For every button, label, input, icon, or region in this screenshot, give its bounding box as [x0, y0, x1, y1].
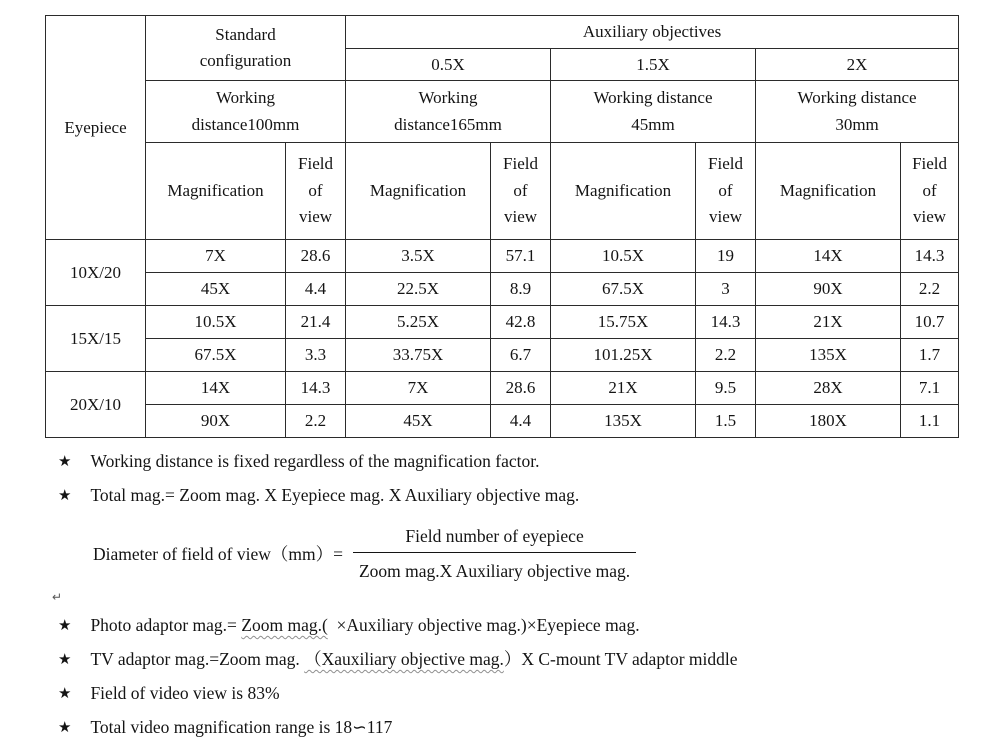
magnification-value-cell: 14X [756, 240, 901, 273]
fov-line: of [513, 180, 528, 200]
magnification-value-cell: 28X [756, 372, 901, 405]
note-item-video-range [58, 716, 1000, 741]
aux-05x-header-cell: 0.5X [346, 49, 551, 81]
magnification-table [45, 15, 959, 438]
magnification-value-cell: 101.25X [551, 339, 696, 372]
magnification-header-cell: Magnification [551, 143, 696, 240]
magnification-value-cell: 180X [756, 405, 901, 438]
fov-line: Field [912, 154, 948, 174]
field-of-view-value-cell: 2.2 [696, 339, 756, 372]
note-text: Working distance is fixed regardless of the magnification factor. [90, 451, 540, 471]
paragraph-mark: ↵ [52, 590, 63, 604]
fov-line: view [708, 207, 743, 227]
fov-line: of [718, 180, 733, 200]
working-distance-line: Working [215, 88, 276, 108]
field-of-view-value-cell: 1.1 [901, 405, 959, 438]
formula-label: Diameter of field of view（mm）= [93, 544, 343, 564]
note-text-segment: Photo adaptor mag.= [90, 615, 242, 635]
field-of-view-value-cell: 2.2 [286, 405, 346, 438]
magnification-value-cell: 45X [146, 273, 286, 306]
working-distance-line: Working distance [797, 88, 917, 108]
field-of-view-value-cell: 9.5 [696, 372, 756, 405]
table-row [46, 405, 959, 438]
working-distance-line: 45mm [631, 114, 675, 134]
note-item-working-distance [58, 450, 1000, 475]
magnification-value-cell: 7X [346, 372, 491, 405]
eyepiece-header-cell: Eyepiece [46, 16, 146, 240]
magnification-value-cell: 21X [756, 306, 901, 339]
field-of-view-value-cell: 14.3 [901, 240, 959, 273]
working-distance-15x-cell [551, 81, 756, 143]
eyepiece-value-cell: 10X/20 [46, 240, 146, 306]
magnification-value-cell: 21X [551, 372, 696, 405]
magnification-value-cell: 10.5X [551, 240, 696, 273]
fraction-numerator: Field number of eyepiece [405, 526, 584, 546]
working-distance-line: distance100mm [191, 114, 300, 134]
field-of-view-value-cell: 14.3 [286, 372, 346, 405]
fraction-denominator: Zoom mag.X Auxiliary objective mag. [358, 561, 631, 581]
field-of-view-value-cell: 28.6 [491, 372, 551, 405]
auxiliary-objectives-cell: Auxiliary objectives [346, 16, 959, 49]
field-of-view-header-cell [286, 143, 346, 240]
magnification-value-cell: 14X [146, 372, 286, 405]
star-icon: ★ [58, 454, 72, 470]
field-of-view-value-cell: 14.3 [696, 306, 756, 339]
field-of-view-value-cell: 1.7 [901, 339, 959, 372]
working-distance-line: distance165mm [394, 114, 502, 134]
field-of-view-header-cell [901, 143, 959, 240]
working-distance-line: Working [418, 88, 478, 108]
field-of-view-value-cell: 4.4 [286, 273, 346, 306]
note-item-total-mag [58, 484, 1000, 509]
magnification-value-cell: 22.5X [346, 273, 491, 306]
note-text: Total mag.= Zoom mag. X Eyepiece mag. X Auxiliary objective mag. [90, 485, 580, 505]
field-of-view-value-cell: 8.9 [491, 273, 551, 306]
field-of-view-value-cell: 4.4 [491, 405, 551, 438]
table-row [46, 306, 959, 339]
field-of-view-value-cell: 3.3 [286, 339, 346, 372]
table-row [46, 339, 959, 372]
magnification-value-cell: 3.5X [346, 240, 491, 273]
working-distance-standard-cell [146, 81, 346, 143]
standard-config-cell [146, 16, 346, 81]
field-of-view-value-cell: 21.4 [286, 306, 346, 339]
fov-line: view [298, 207, 333, 227]
magnification-value-cell: 10.5X [146, 306, 286, 339]
table-row [46, 273, 959, 306]
eyepiece-value-cell: 15X/15 [46, 306, 146, 372]
star-icon: ★ [58, 720, 72, 736]
note-text: Total video magnification range is 18∽117 [90, 717, 393, 737]
note-text [90, 648, 737, 671]
star-icon: ★ [58, 618, 72, 634]
header-row-4 [46, 143, 959, 240]
fov-line: view [913, 207, 947, 227]
field-of-view-value-cell: 3 [696, 273, 756, 306]
standard-config-line1: Standard [215, 24, 276, 44]
note-text-segment: TV adaptor mag.=Zoom mag. [90, 649, 305, 669]
star-icon: ★ [58, 686, 72, 702]
magnification-value-cell: 15.75X [551, 306, 696, 339]
field-of-view-header-cell [491, 143, 551, 240]
magnification-value-cell: 5.25X [346, 306, 491, 339]
aux-2x-header-cell: 2X [756, 49, 959, 81]
table-row [46, 240, 959, 273]
note-text-segment: （Xauxiliary objective mag. [304, 649, 504, 669]
working-distance-2x-cell [756, 81, 959, 143]
field-of-view-value-cell: 57.1 [491, 240, 551, 273]
document-page [0, 15, 1000, 755]
magnification-value-cell: 7X [146, 240, 286, 273]
magnification-value-cell: 45X [346, 405, 491, 438]
working-distance-05x-cell [346, 81, 551, 143]
magnification-value-cell: 135X [756, 339, 901, 372]
field-of-view-value-cell: 42.8 [491, 306, 551, 339]
fraction [353, 525, 636, 582]
fov-line: Field [503, 154, 538, 174]
header-row-1 [46, 16, 959, 49]
notes-section [52, 450, 1000, 741]
magnification-value-cell: 67.5X [551, 273, 696, 306]
fov-line: of [922, 180, 937, 200]
note-text [90, 614, 639, 637]
fov-line: Field [708, 154, 743, 174]
field-of-view-formula [93, 525, 1000, 582]
fov-line: Field [298, 154, 333, 174]
magnification-value-cell: 90X [146, 405, 286, 438]
magnification-value-cell: 67.5X [146, 339, 286, 372]
working-distance-line: Working distance [593, 88, 713, 108]
field-of-view-value-cell: 6.7 [491, 339, 551, 372]
magnification-value-cell: 90X [756, 273, 901, 306]
note-text: Field of video view is 83% [90, 683, 280, 703]
note-text-segment: ）X C-mount TV adaptor middle [503, 649, 738, 669]
fov-line: of [308, 180, 323, 200]
field-of-view-value-cell: 28.6 [286, 240, 346, 273]
field-of-view-value-cell: 19 [696, 240, 756, 273]
note-item-video-view [58, 682, 1000, 707]
magnification-header-cell: Magnification [346, 143, 491, 240]
note-item-tv-adaptor [58, 648, 1000, 673]
fov-line: view [503, 207, 538, 227]
field-of-view-header-cell [696, 143, 756, 240]
magnification-header-cell: Magnification [756, 143, 901, 240]
table-row [46, 372, 959, 405]
eyepiece-value-cell: 20X/10 [46, 372, 146, 438]
standard-config-line2: configuration [199, 51, 292, 70]
field-of-view-value-cell: 1.5 [696, 405, 756, 438]
header-row-3 [46, 81, 959, 143]
magnification-value-cell: 135X [551, 405, 696, 438]
note-text-segment: ×Auxiliary objective mag.)×Eyepiece mag. [327, 615, 640, 635]
working-distance-line: 30mm [835, 114, 879, 134]
note-text-segment: Zoom mag.( [241, 615, 328, 635]
note-item-photo-adaptor [58, 614, 1000, 639]
aux-15x-header-cell: 1.5X [551, 49, 756, 81]
star-icon: ★ [58, 488, 72, 504]
field-of-view-value-cell: 7.1 [901, 372, 959, 405]
star-icon: ★ [58, 652, 72, 668]
magnification-value-cell: 33.75X [346, 339, 491, 372]
field-of-view-value-cell: 2.2 [901, 273, 959, 306]
field-of-view-value-cell: 10.7 [901, 306, 959, 339]
magnification-header-cell: Magnification [146, 143, 286, 240]
